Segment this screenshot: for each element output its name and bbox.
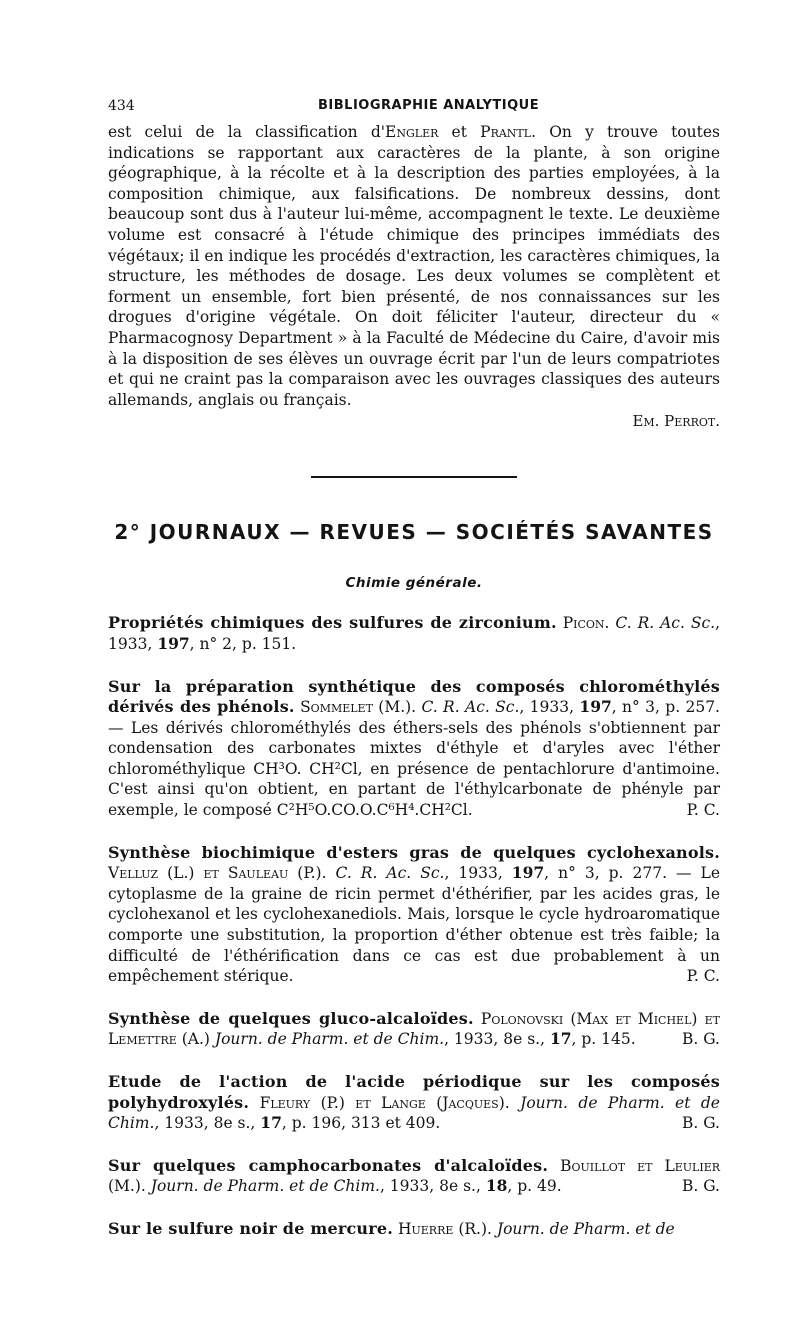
entry-initials: B. G.: [681, 1030, 720, 1049]
entry-journal: C. R. Ac. Sc.: [335, 864, 445, 883]
entry-volume: 18: [485, 1176, 508, 1196]
running-title: BIBLIOGRAPHIE ANALYTIQUE: [318, 98, 540, 113]
bibliography-entry: [108, 1219, 720, 1240]
entry-title: Synthèse biochimique d'esters gras de quelques cyclohexanols.: [108, 842, 720, 862]
entry-journal: C. R. Ac. Sc.: [615, 614, 716, 633]
entry-authors: Fleury (P.) et Lange (Jacques).: [259, 1093, 510, 1112]
document-page: [108, 98, 720, 1240]
entry-title: Etude de l'action de l'acide périodique sur les composés polyhydroxylés.: [108, 1072, 720, 1112]
entry-journal: Journ. de Pharm. et de: [496, 1219, 675, 1238]
entry-authors: Picon.: [562, 614, 610, 633]
page-header: [108, 98, 720, 122]
entry-abstract: Le cytoplasme de la graine de ricin permet d'éthérifier, par les acides gras, le cyclohexanol et les cyclohexanediols. Mais, lorsque le cycle hydroaromatique comporte une substitution, la proportion d'éther obtenue est très faible; la difficulté de l'éthérification dans ce cas est due probablement à un empêchement stérique.: [108, 864, 721, 986]
entry-authors: Bouillot et Leulier (M.).: [108, 1156, 721, 1196]
bibliography-entry: Etude de l'action de l'acide périodique sur les composés polyhydroxylés. Fleury (P.) et Lange (Jacques). Journ. de Pharm. et de Chim., 1933, 8e s., 17, p. 196, 313 et 409. B. G.: [108, 1072, 720, 1133]
entry-title: Sur le sulfure noir de mercure.: [108, 1218, 394, 1238]
section-divider: [311, 476, 517, 478]
entry-volume: 197: [157, 633, 190, 653]
entry-initials: B. G.: [681, 1177, 720, 1196]
intro-paragraph: est celui de la classification d'Engler et Prantl. On y trouve toutes indications se rapportant aux caractères de la plante, à son origine géographique, à la récolte et à la description des parties employées, à la composition chimique, aux falsifications. De nombreux dessins, dont beaucoup sont dus à l'auteur lui-même, accompagnent le texte. Le deuxième volume est consacré à l'étude chimique des principes immédiats des végétaux; il en indique les procédés d'extraction, les caractères chimiques, la structure, les méthodes de dosage. Les deux volumes se complètent et forment un ensemble, fort bien présenté, de nos connaissances sur les drogues d'origine végétale. On doit féliciter l'auteur, directeur du « Pharmacognosy Department » à la Faculté de Médecine du Caire, d'avoir mis à la disposition de ses élèves un ouvrage écrit par l'un de leurs compatriotes et qui ne craint pas la comparaison avec les ouvrages classiques des auteurs allemands, anglais ou français.: [108, 123, 720, 409]
entry-abstract: Les dérivés chlorométhylés des éthers-sels des phénols s'obtiennent par condensation des carbonates mixtes d'éthyle et d'aryles avec l'éther chlorométhylique CH³O. CH²Cl, en présence de pentachlorure d'antimoine. C'est ainsi qu'on obtient, en partant de l'éthylcarbonate de phényle par exemple, le composé C²H⁵O.CO.O.C⁶H⁴.CH²Cl.: [108, 718, 720, 820]
entry-journal: Journ. de Pharm. et de Chim.: [214, 1030, 445, 1049]
section-heading: 2° JOURNAUX — REVUES — SOCIÉTÉS SAVANTES: [114, 520, 714, 545]
entry-volume: 17: [549, 1029, 572, 1049]
entry-authors: Polonovski (Max et Michel) et Lemettre (A.): [108, 1009, 720, 1049]
author-name: Engler: [385, 123, 439, 141]
entry-journal: Journ. de Pharm. et de Chim.: [150, 1177, 380, 1196]
entry-volume: 17: [260, 1113, 282, 1133]
entry-title: Sur la préparation synthétique des composés chlorométhylés dérivés des phénols.: [108, 676, 720, 717]
entry-title: Propriétés chimiques des sulfures de zirconium.: [108, 613, 557, 633]
review-signature: Em. Perrot.: [632, 412, 720, 431]
entry-authors: Huerre (R.).: [397, 1219, 492, 1238]
entry-initials: P. C.: [686, 801, 720, 820]
author-name: Prantl: [480, 123, 532, 141]
entry-journal: Journ. de Pharm. et de Chim.: [108, 1093, 720, 1133]
page-number: 434: [108, 98, 135, 114]
bibliography-entry: Synthèse biochimique d'esters gras de quelques cyclohexanols. Velluz (L.) et Sauleau (P.). C. R. Ac. Sc., 1933, 197, n° 3, p. 277. — Le cytoplasme de la graine de ricin permet d'éthérifier, par les acides gras, le cyclohexanol et les cyclohexanediols. Mais, lorsque le cycle hydroaromatique comporte une substitution, la proportion d'éther obtenue est très faible; la difficulté de l'éthérification dans ce cas est due probablement à un empêchement stérique. P. C.: [108, 842, 721, 986]
entry-initials: P. C.: [686, 967, 720, 986]
entry-volume: 197: [579, 697, 612, 717]
entries-list: [108, 613, 720, 1239]
entry-journal: C. R. Ac. Sc.: [421, 698, 520, 717]
entry-authors: Sommelet (M.).: [300, 698, 417, 717]
entry-title: Synthèse de quelques gluco-alcaloïdes.: [108, 1008, 474, 1028]
entry-authors: Velluz (L.) et Sauleau (P.).: [108, 864, 327, 883]
bibliography-entry: Synthèse de quelques gluco-alcaloïdes. Polonovski (Max et Michel) et Lemettre (A.) Journ. de Pharm. et de Chim., 1933, 8e s., 17, p. 145. B. G.: [108, 1008, 720, 1049]
entry-volume: 197: [511, 863, 545, 883]
bibliography-entry: Sur quelques camphocarbonates d'alcaloïdes. Bouillot et Leulier (M.). Journ. de Pharm. et de Chim., 1933, 8e s., 18, p. 49. B. G.: [108, 1155, 721, 1196]
bibliography-entry: Propriétés chimiques des sulfures de zirconium. Picon. C. R. Ac. Sc., 1933, 197, n° 2, p. 151.: [108, 613, 720, 653]
entry-initials: B. G.: [681, 1114, 720, 1133]
entry-title: Sur quelques camphocarbonates d'alcaloïdes.: [108, 1155, 549, 1175]
subsection-heading: Chimie générale.: [345, 575, 483, 592]
bibliography-entry: Sur la préparation synthétique des composés chlorométhylés dérivés des phénols. Sommelet (M.). C. R. Ac. Sc., 1933, 197, n° 3, p. 257. — Les dérivés chlorométhylés des éthers-sels des phénols s'obtiennent par condensation des carbonates mixtes d'éthyle et d'aryles avec l'éther chlorométhylique CH³O. CH²Cl, en présence de pentachlorure d'antimoine. C'est ainsi qu'on obtient, en partant de l'éthylcarbonate de phényle par exemple, le composé C²H⁵O.CO.O.C⁶H⁴.CH²Cl. P. C.: [108, 676, 720, 820]
